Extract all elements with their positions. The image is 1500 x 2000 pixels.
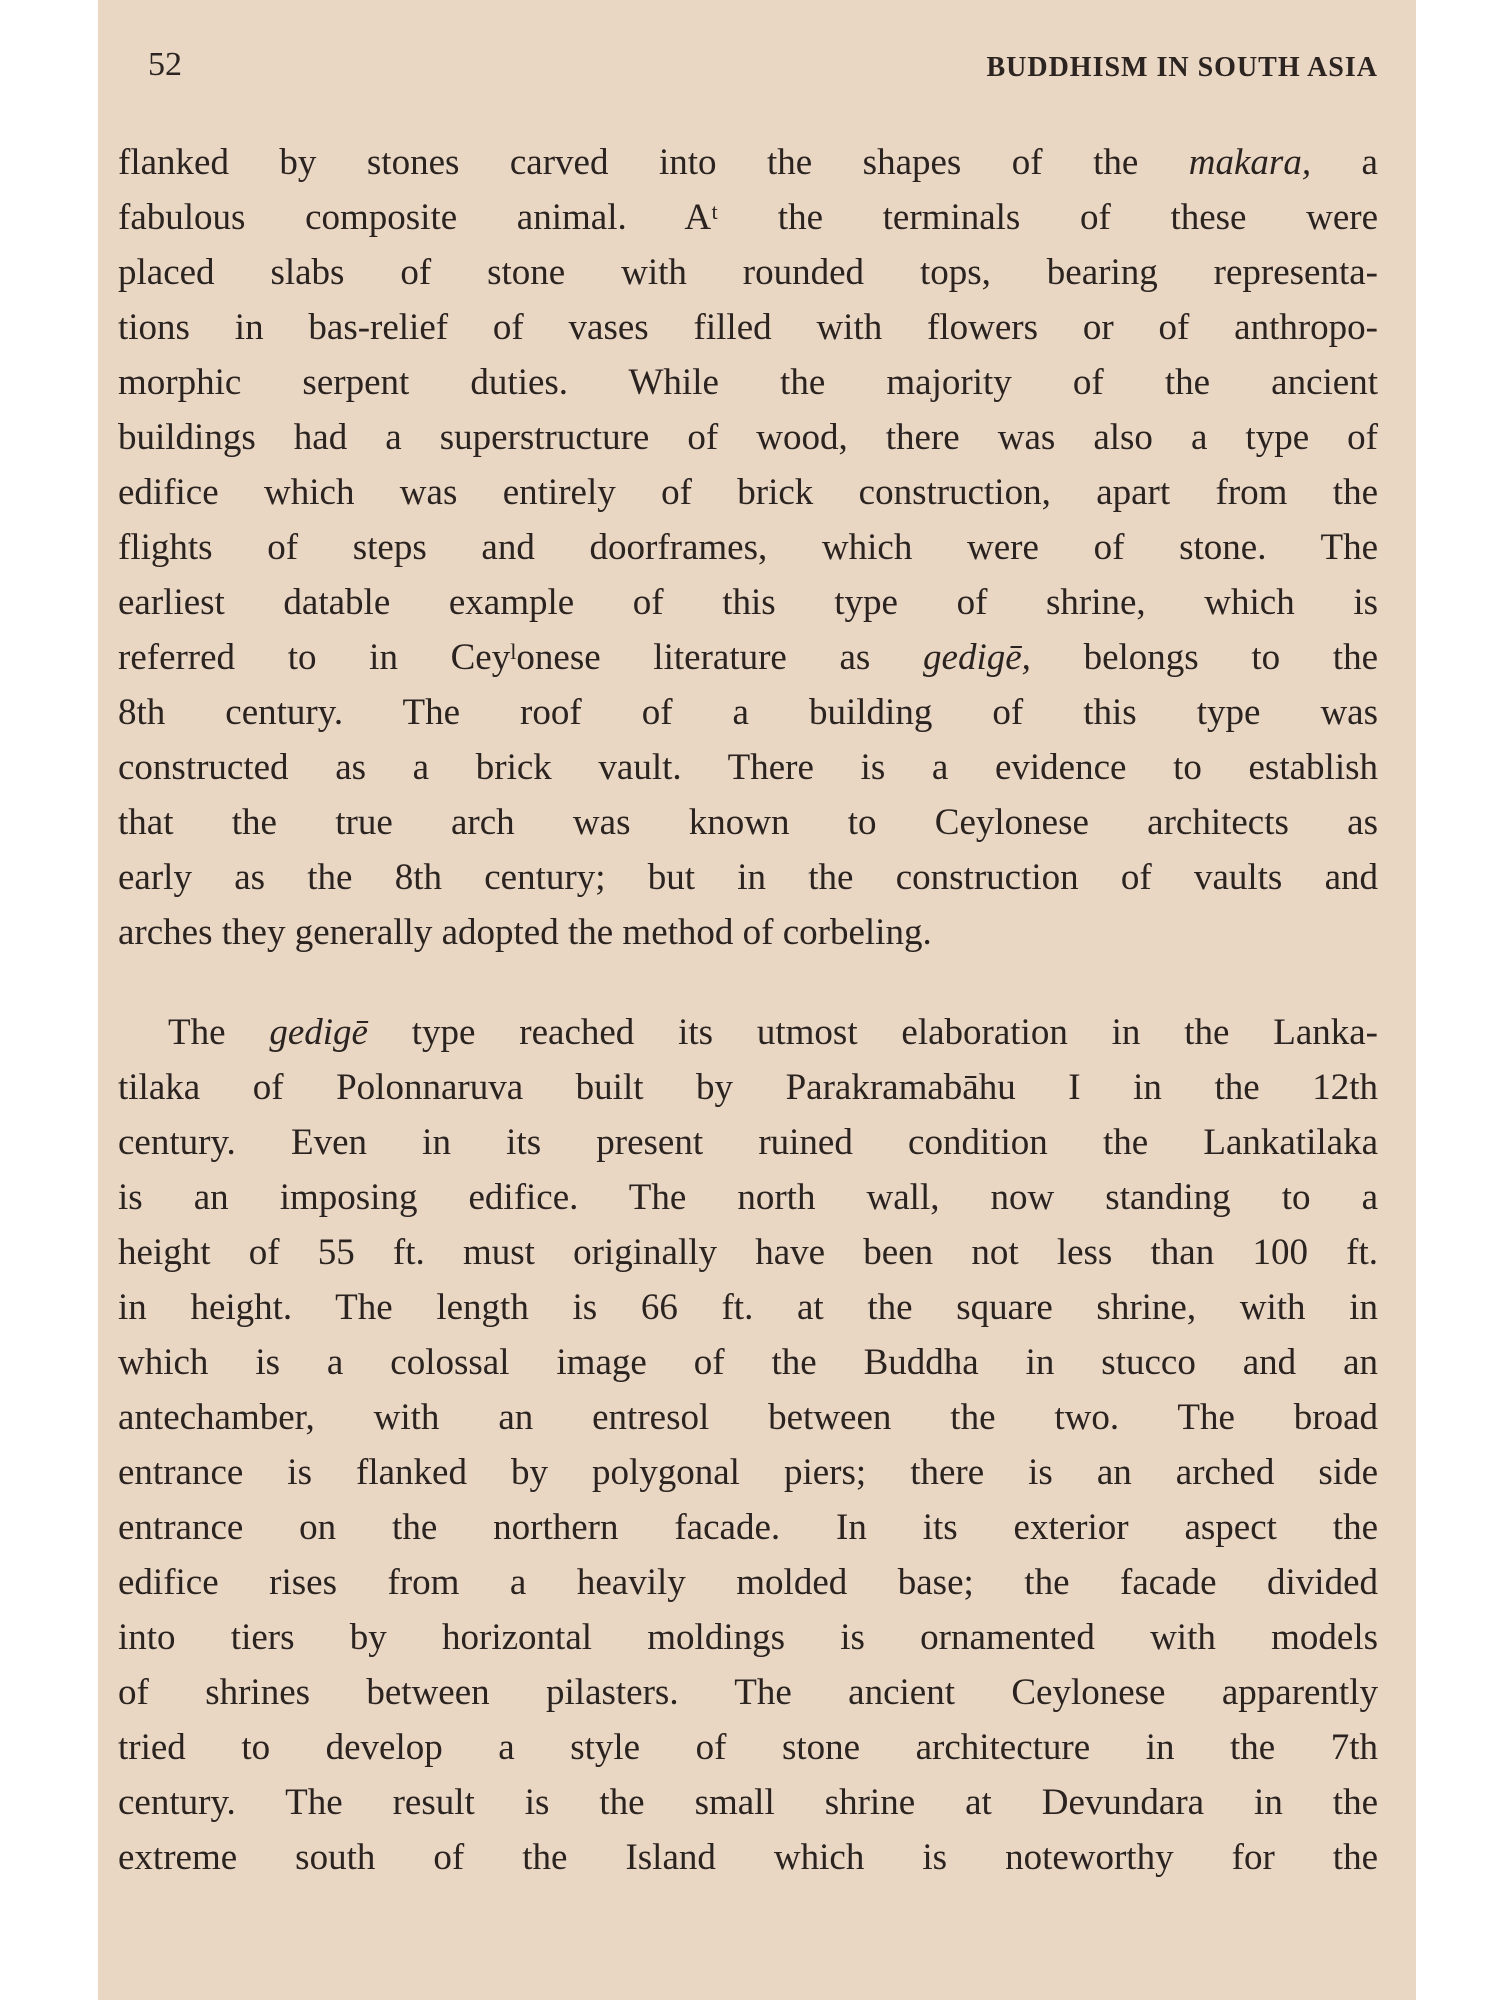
text-line: earliest datable example of this type of shrine, which is [118, 582, 1378, 623]
running-head: BUDDHISM IN SOUTH ASIA [986, 52, 1378, 83]
text-line: century. Even in its present ruined condition the Lankatilaka [118, 1122, 1378, 1163]
text-line: 8th century. The roof of a building of this type was [118, 692, 1378, 733]
text-line: of shrines between pilasters. The ancient Ceylonese apparently [118, 1672, 1378, 1713]
text-line: height of 55 ft. must originally have been not less than 100 ft. [118, 1232, 1378, 1273]
text-line: antechamber, with an entresol between the two. The broad [118, 1397, 1378, 1438]
text-line: edifice which was entirely of brick construction, apart from the [118, 472, 1378, 513]
text-line: edifice rises from a heavily molded base; the facade divided [118, 1562, 1378, 1603]
page-header [98, 40, 1416, 100]
text-line: that the true arch was known to Ceylonese architects as [118, 802, 1378, 843]
text-line: arches they generally adopted the method of corbeling. [118, 912, 932, 953]
text-line: tried to develop a style of stone architecture in the 7th [118, 1727, 1378, 1768]
page-number: 52 [148, 46, 182, 83]
text-line: early as the 8th century; but in the construction of vaults and [118, 857, 1378, 898]
text-line: morphic serpent duties. While the majority of the ancient [118, 362, 1378, 403]
text-line: constructed as a brick vault. There is a evidence to establish [118, 747, 1378, 788]
book-page [98, 0, 1416, 2000]
text-line: entrance on the northern facade. In its exterior aspect the [118, 1507, 1378, 1548]
text-line: placed slabs of stone with rounded tops, bearing representa- [118, 252, 1378, 293]
paragraph-2 [118, 1005, 1378, 1885]
text-line: fabulous composite animal. Aᵗ the terminals of these were [118, 197, 1378, 238]
text-line: into tiers by horizontal moldings is ornamented with models [118, 1617, 1378, 1658]
text-line: in height. The length is 66 ft. at the square shrine, with in [118, 1287, 1378, 1328]
text-line: which is a colossal image of the Buddha in stucco and an [118, 1342, 1378, 1383]
text-line: The gedigē type reached its utmost elaboration in the Lanka- [168, 1012, 1378, 1053]
text-line: flanked by stones carved into the shapes of the makara, a [118, 142, 1378, 183]
text-line: referred to in Ceyˡonese literature as gedigē, belongs to the [118, 637, 1378, 678]
text-line: buildings had a superstructure of wood, there was also a type of [118, 417, 1378, 458]
paragraph-1 [118, 135, 1378, 960]
text-line: tilaka of Polonnaruva built by Parakramabāhu I in the 12th [118, 1067, 1378, 1108]
text-line: entrance is flanked by polygonal piers; there is an arched side [118, 1452, 1378, 1493]
text-line: tions in bas-relief of vases filled with flowers or of anthropo- [118, 307, 1378, 348]
text-line: flights of steps and doorframes, which were of stone. The [118, 527, 1378, 568]
text-line: extreme south of the Island which is noteworthy for the [118, 1837, 1378, 1878]
text-line: century. The result is the small shrine at Devundara in the [118, 1782, 1378, 1823]
text-line: is an imposing edifice. The north wall, now standing to a [118, 1177, 1378, 1218]
